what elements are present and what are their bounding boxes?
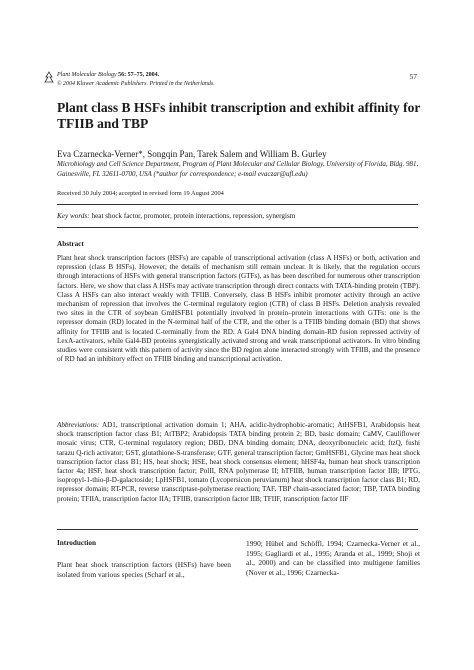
keywords-top-rule <box>57 204 418 205</box>
journal-header <box>57 71 417 89</box>
abbreviations <box>57 421 420 504</box>
author-affiliation: Microbiology and Cell Science Department, Program of Plant Molecular and Cellular Biology, University of Florida, Bldg. 981, Gainesville, FL 32611-0700, USA (*author for correspondence; e-mail evaczar@ufl.edu) <box>57 160 419 178</box>
publisher-logo-icon <box>44 71 54 83</box>
keywords-text: heat shock factor, promoter, protein interactions, repression, synergism <box>91 212 296 220</box>
paper-title: Plant class B HSFs inhibit transcription and exhibit affinity for TFIIB and TBP <box>57 100 421 131</box>
received-date: Received 30 July 2004; accepted in revised form 19 August 2004 <box>57 190 224 197</box>
section-divider-rule <box>57 529 418 530</box>
keywords-label: Key words: <box>57 212 90 220</box>
abstract-text: Plant heat shock transcription factors (HSFs) are capable of transcriptional activation (class A HSFs) or both, activation and repression (class B HSFs). However, the details of mechanism still remain unclear. It is likely, that the regulation occurs through interactions of HSFs with general transcription factors (GTFs), as has been described for numerous other transcription factors. Here, we show that class A HSFs may activate transcription through direct contacts with TATA-binding protein (TBP). Class A HSFs can also interact weakly with TFIIB. Conversely, class B HSFs inhibit promoter activity through an active mechanism of repression that involves the C-terminal regulatory region (CTR) of class B HSFs. Deletion analysis revealed two sites in the CTR of soybean GmHSFB1 potentially involved in protein–protein interactions with GTFs: one is the repressor domain (RD) located in the N-terminal half of the CTR, and the other is a TFIIB binding domain (BD) that shows affinity for TFIIB and is located C-terminally from the RD. A Gal4 DNA binding domain-RD fusion repressed activity of LexA-activators, while Gal4-BD proteins synergistically activated strong and weak transcriptional activators. In vitro binding studies were consistent with this pattern of activity since the BD region alone interacted strongly with TFIIB, and the presence of RD had an inhibitory effect on TFIIB binding and transcriptional activation. <box>57 254 420 364</box>
introduction-right-column: 1990; Hübel and Schöffl, 1994; Czarnecka-Verner et al., 1995; Gagliardi et al., 1995; Aranda et al., 1999; Shoji et al., 2000) and can be classified into multigene families (Nover et al., 1996; Czarnecka- <box>246 539 420 577</box>
introduction-heading: Introduction <box>57 539 97 547</box>
keywords <box>57 212 422 221</box>
keywords-bottom-rule <box>57 227 418 228</box>
journal-volume-pages: 56: 57–75, 2004. <box>118 72 160 78</box>
introduction-left-column: Plant heat shock transcription factors (HSFs) have been isolated from various species (Scharf et al., <box>57 560 231 579</box>
author-list: Eva Czarnecka-Verner*, Songqin Pan, Tarek Salem and William B. Gurley <box>57 149 327 159</box>
page-number: 57 <box>409 72 417 81</box>
abstract-heading: Abstract <box>57 240 84 248</box>
journal-name: Plant Molecular Biology <box>57 72 117 78</box>
abbreviations-label: Abbreviations: <box>57 421 100 429</box>
abbreviations-text: AD1, transcriptional activation domain 1; AHA, acidic-hydrophobic-aromatic; AtHSFB1, Arabidopsis heat shock transcription factor class B1; AtTBP2; Arabidopsis TATA binding protein 2; BD, basic domain; CaMV, Cauliflower mosaic virus; CTR, C-terminal regulatory region; DBD, DNA binding domain; DNA, deoxyribonucleic acid; ftzQ, fushi tarazu Q-rich activator; GST, glutathione-S-transferase; GTF, general transcription factor; GmHSFB1, Glycine max heat shock transcription factor class B1; HS, heat shock; HSE, heat shock consensus element; hHSF4a, human heat shock transcription factor 4a; HSF, heat shock transcription factor; PolII, RNA polymerase II; hTFIIB, human transcription factor IIB; IPTG, isopropyl-1-thio-β-D-galactoside; LpHSFB1, tomato (Lycopersicon peruvianum) heat shock transcription factor class B1; RD, repressor domain; RT-PCR, reverse transcriptase-polymerase reaction; TAF, TBP chain-associated factor; TBP, TATA binding protein; TFIIA, transcription factor IIA; TFIIB, transcription factor IIB; TFIIF, transcription factor IIF <box>57 421 420 503</box>
copyright-line: © 2004 Kluwer Academic Publishers. Printed in the Netherlands. <box>57 81 215 87</box>
